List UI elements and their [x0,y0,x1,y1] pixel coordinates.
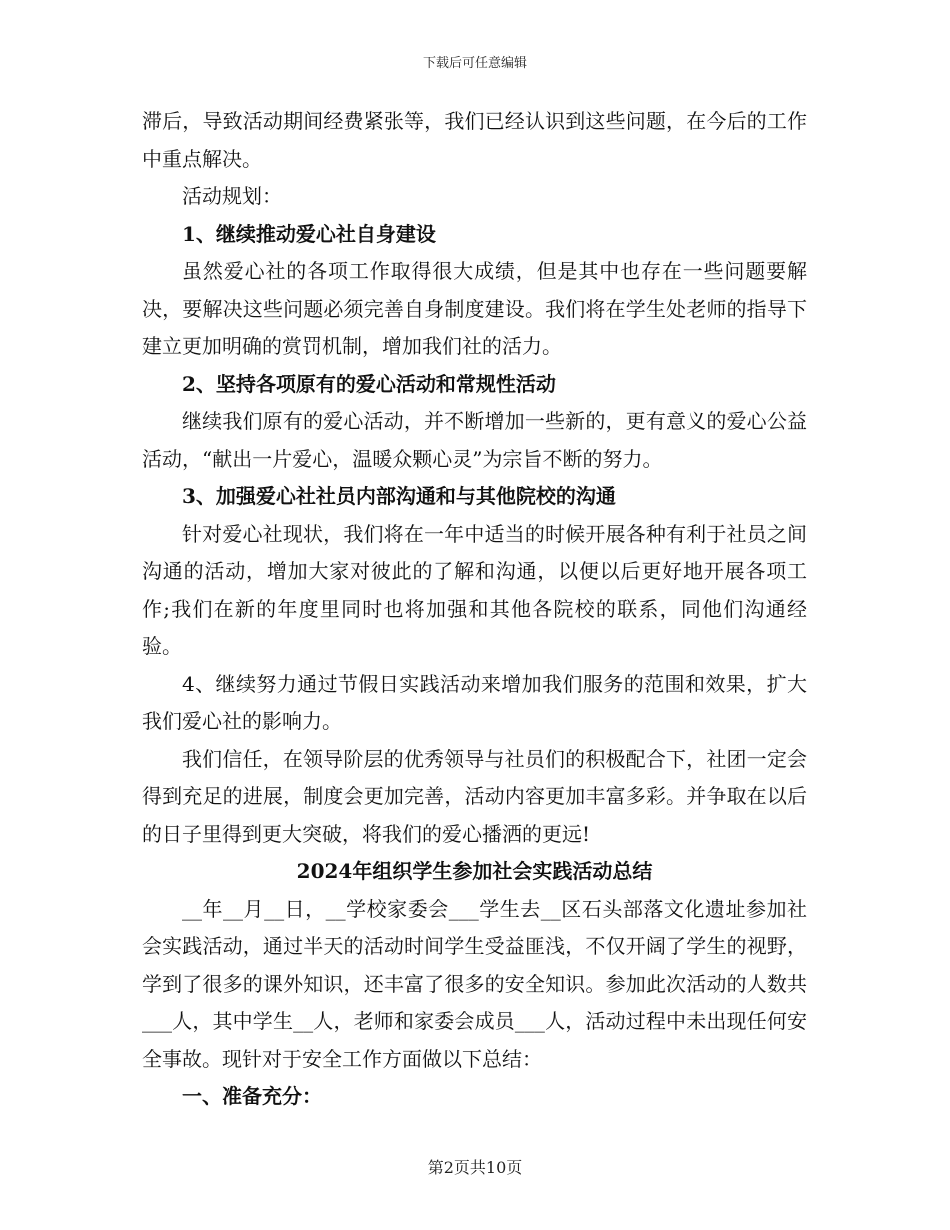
section-heading: 3、加强爱心社社员内部沟通和与其他院校的沟通 [182,484,616,508]
paragraph: 继续我们原有的爱心活动，并不断增加一些新的，更有意义的爱心公益活动，“献出一片爱心，温暖众颗心灵”为宗旨不断的努力。 [142,409,807,471]
paragraph: 我们信任，在领导阶层的优秀领导与社员们的积极配合下，社团一定会得到充足的进展，制度会更加完善，活动内容更加丰富多彩。并争取在以后的日子里得到更大突破，将我们的爱心播洒的更远! [142,746,807,846]
paragraph: 滞后，导致活动期间经费紧张等，我们已经认识到这些问题，在今后的工作中重点解决。 [142,109,807,171]
paragraph: 活动规划： [182,184,282,208]
paragraph: 虽然爱心社的各项工作取得很大成绩，但是其中也存在一些问题要解决，要解决这些问题必须完善自身制度建设。我们将在学生处老师的指导下建立更加明确的赏罚机制，增加我们社的活力。 [142,259,807,358]
paragraph: 针对爱心社现状，我们将在一年中适当的时候开展各种有利于社员之间沟通的活动，增加大家对彼此的了解和沟通，以便以后更好地开展各项工作;我们在新的年度里同时也将加强和其他各院校的联系，同他们沟通经验。 [142,521,807,658]
paragraph: __年__月__日，__学校家委会___学生去__区石头部落文化遗址参加社会实践活动，通过半天的活动时间学生受益匪浅，不仅开阔了学生的视野，学到了很多的课外知识，还丰富了很多的安全知识。参加此次活动的人数共___人，其中学生__人，老师和家委会成员___人，活动过程中未出现任何安全事故。现针对于安全工作方面做以下总结： [142,896,807,1071]
document-title: 2024年组织学生参加社会实践活动总结 [296,859,653,883]
page-footer: 第2页共10页 [427,1158,523,1177]
section-heading: 2、坚持各项原有的爱心活动和常规性活动 [182,371,556,396]
page-header: 下载后可任意编辑 [422,56,527,71]
section-heading: 一、准备充分： [182,1084,322,1108]
section-heading: 1、继续推动爱心社自身建设 [182,221,436,246]
document-body [142,103,807,1116]
paragraph: 4、继续努力通过节假日实践活动来增加我们服务的范围和效果，扩大我们爱心社的影响力。 [142,671,807,733]
